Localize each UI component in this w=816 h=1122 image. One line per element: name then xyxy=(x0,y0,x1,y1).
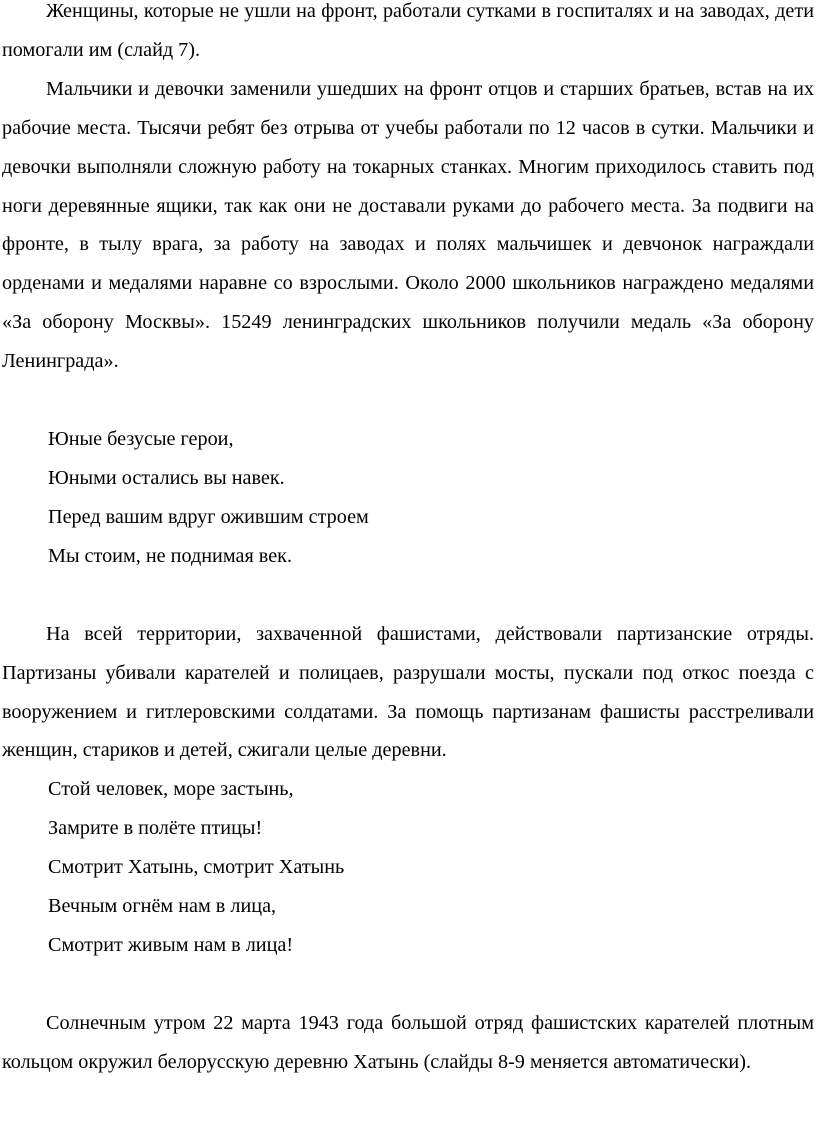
poem-line: Юными остались вы навек. xyxy=(48,466,285,489)
paragraph-women-at-work: Женщины, которые не ушли на фронт, работали сутками в госпиталях и на заводах, дети помогали им (слайд 7). xyxy=(2,0,814,61)
poem-line: Перед вашим вдруг ожившим строем xyxy=(48,505,369,528)
paragraph-children-labor: Мальчики и девочки заменили ушедших на фронт отцов и старших братьев, встав на их рабочие места. Тысячи ребят без отрыва от учебы работали по 12 часов в сутки. Мальчики и девочки выполняли сложную работу на токарных станках. Многим приходилось ставить под ноги деревянные ящики, так как они не доставали руками до рабочего места. За подвиги на фронте, в тылу врага, за работу на заводах и полях мальчишек и девчонок награждали орденами и медалями наравне со взрослыми. Около 2000 школьников награждено медалями «За оборону Москвы». 15249 ленинградских школьников получили медаль «За оборону Ленинграда». xyxy=(2,77,814,373)
poem-line: Вечным огнём нам в лица, xyxy=(48,895,277,918)
document-body xyxy=(2,0,814,1082)
poem-line: Смотрит Хатынь, смотрит Хатынь xyxy=(48,856,345,879)
poem-young-heroes xyxy=(2,420,814,576)
poem-line: Смотрит живым нам в лица! xyxy=(48,933,294,956)
poem-khatyn xyxy=(2,770,814,965)
spacer xyxy=(2,576,814,615)
poem-line: Стой человек, море застынь, xyxy=(48,778,294,801)
spacer xyxy=(2,381,814,420)
poem-line: Мы стоим, не поднимая век. xyxy=(48,544,293,567)
poem-line: Замрите в полёте птицы! xyxy=(48,817,263,840)
poem-line: Юные безусые герои, xyxy=(48,428,234,451)
paragraph-partisans: На всей территории, захваченной фашистами, действовали партизанские отряды. Партизаны убивали карателей и полицаев, разрушали мосты, пускали под откос поезда с вооружением и гитлеровскими солдатами. За помощь партизанам фашисты расстреливали женщин, стариков и детей, сжигали целые деревни. xyxy=(2,622,814,762)
paragraph-khatyn-siege: Солнечным утром 22 марта 1943 года большой отряд фашистских карателей плотным кольцом окружил белорусскую деревню Хатынь (слайды 8-9 меняется автоматически). xyxy=(2,1011,814,1073)
spacer xyxy=(2,965,814,1004)
